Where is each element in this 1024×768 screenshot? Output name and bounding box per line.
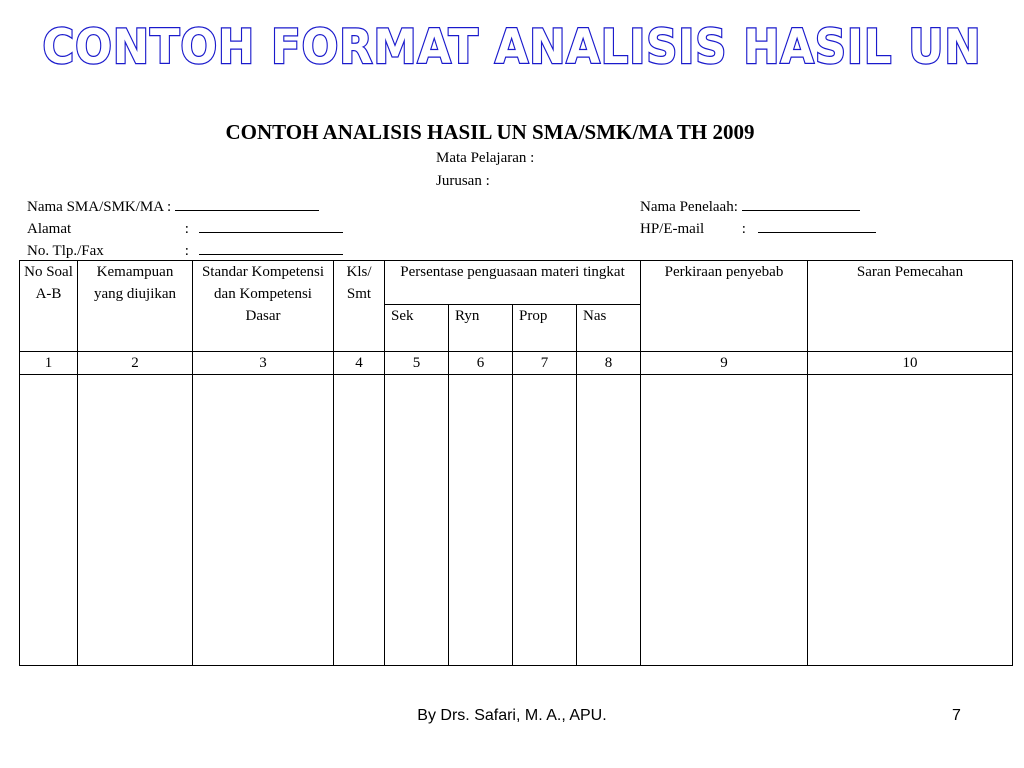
column-number: 4	[334, 352, 385, 375]
phone-fax-colon: :	[184, 243, 189, 259]
major-label: Jurusan :	[436, 173, 490, 189]
body-cell	[577, 375, 641, 666]
phone-fax-field	[27, 240, 343, 260]
column-number: 5	[385, 352, 449, 375]
column-number: 6	[449, 352, 513, 375]
table-body-row	[20, 375, 1013, 666]
reviewer-name-blank	[742, 196, 860, 211]
address-field	[27, 218, 343, 238]
reviewer-name-field	[640, 196, 860, 216]
contact-blank	[758, 218, 876, 233]
body-cell	[78, 375, 193, 666]
body-cell	[449, 375, 513, 666]
address-blank	[199, 218, 343, 233]
header-kemampuan: Kemampuan yang diujikan	[78, 261, 193, 352]
column-number-row	[20, 352, 1013, 375]
document-heading: CONTOH ANALISIS HASIL UN SMA/SMK/MA TH 2009	[225, 120, 755, 144]
phone-fax-label: No. Tlp./Fax	[27, 243, 104, 259]
header-perkiraan: Perkiraan penyebab	[641, 261, 808, 352]
school-name-label: Nama SMA/SMK/MA :	[27, 199, 172, 215]
analysis-table	[19, 260, 1013, 666]
address-colon: :	[184, 221, 189, 237]
body-cell	[385, 375, 449, 666]
address-label: Alamat	[27, 221, 72, 237]
contact-label: HP/E-mail	[640, 221, 705, 237]
contact-field	[640, 218, 876, 238]
column-number: 3	[193, 352, 334, 375]
header-prop: Prop	[513, 305, 577, 352]
subject-label: Mata Pelajaran :	[436, 150, 535, 166]
table-header-row	[20, 261, 1013, 305]
column-number: 1	[20, 352, 78, 375]
school-name-field	[27, 196, 319, 216]
reviewer-name-label: Nama Penelaah:	[640, 199, 738, 215]
header-saran: Saran Pemecahan	[808, 261, 1013, 352]
page-number: 7	[952, 707, 961, 724]
header-standar: Standar Kompetensi dan Kompetensi Dasar	[193, 261, 334, 352]
column-number: 9	[641, 352, 808, 375]
body-cell	[513, 375, 577, 666]
column-number: 8	[577, 352, 641, 375]
body-cell	[20, 375, 78, 666]
column-number: 2	[78, 352, 193, 375]
school-name-blank	[175, 196, 319, 211]
slide-title: CONTOH FORMAT ANALISIS HASIL UN	[42, 20, 982, 75]
contact-colon: :	[741, 221, 746, 237]
body-cell	[334, 375, 385, 666]
body-cell	[808, 375, 1013, 666]
header-kls-smt: Kls/ Smt	[334, 261, 385, 352]
header-persentase: Persentase penguasaan materi tingkat	[385, 261, 641, 305]
column-number: 10	[808, 352, 1013, 375]
footer-credit: By Drs. Safari, M. A., APU.	[417, 707, 607, 724]
header-ryn: Ryn	[449, 305, 513, 352]
body-cell	[193, 375, 334, 666]
header-nas: Nas	[577, 305, 641, 352]
body-cell	[641, 375, 808, 666]
column-number: 7	[513, 352, 577, 375]
phone-fax-blank	[199, 240, 343, 255]
header-no-soal: No Soal A-B	[20, 261, 78, 352]
header-sek: Sek	[385, 305, 449, 352]
